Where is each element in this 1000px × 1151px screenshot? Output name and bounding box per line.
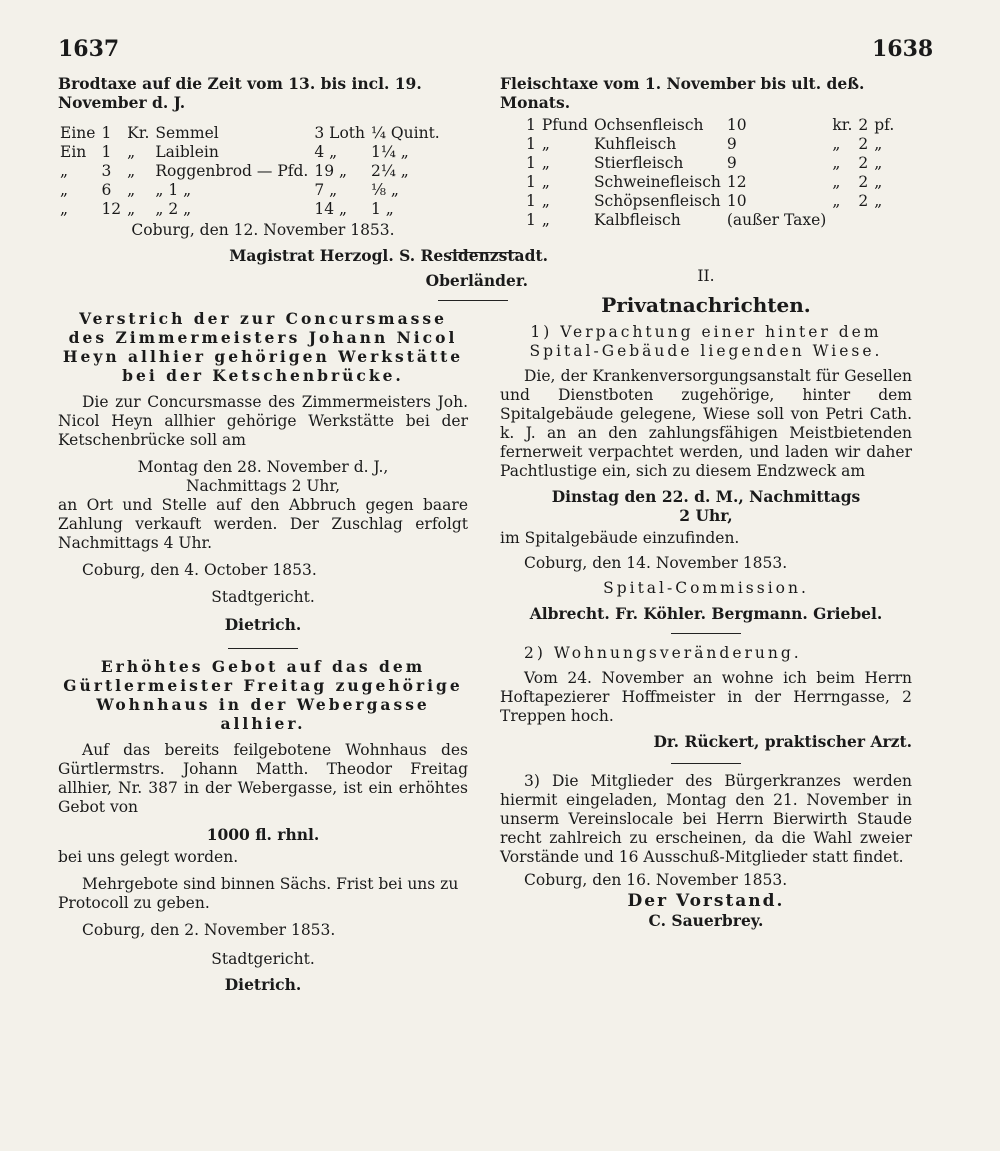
notice-verpachtung (500, 323, 912, 623)
brodtaxe-row (60, 181, 446, 200)
fleischtaxe-cell: Ochsenfleisch (593, 116, 704, 134)
section-title: Privatnachrichten. (601, 293, 811, 317)
brodtaxe-cell: Laiblein (155, 143, 219, 161)
brodtaxe-cell: Kr. (127, 124, 150, 142)
verpachtung-commission: Spital-Commission. (603, 579, 809, 597)
fleischtaxe-cell: Kuhfleisch (593, 135, 677, 153)
gebot-notice (58, 657, 468, 994)
notice-buergerkranz (500, 772, 912, 930)
fleischtaxe-cell: Schöpsenfleisch (593, 192, 721, 210)
divider (438, 300, 508, 301)
brodtaxe-cell: „ (60, 181, 69, 199)
fleischtaxe-cell: 1 (526, 173, 536, 191)
gebot-body-3: Mehrgebote sind binnen Sächs. Frist bei uns zu Protocoll zu geben. (58, 875, 459, 912)
verpachtung-heading: 1) Verpachtung einer hinter dem Spital-Gebäude liegenden Wiese. (529, 323, 883, 360)
divider (228, 648, 298, 649)
fleischtaxe-cell: „ (541, 154, 550, 172)
brodtaxe-cell: 12 (101, 200, 122, 218)
buergerkranz-board: Der Vorstand. (627, 891, 785, 911)
brodtaxe-cell: 1 „ (370, 200, 394, 218)
brodtaxe-cell: 6 (101, 181, 112, 199)
verstrich-date-line: Montag den 28. November d. J., (137, 458, 389, 476)
brodtaxe-cell: 19 „ (314, 162, 348, 180)
left-column (58, 74, 548, 994)
brodtaxe-cell: „ (60, 200, 69, 218)
buergerkranz-date: Coburg, den 16. November 1853. (524, 871, 788, 889)
brodtaxe-cell: „ (127, 181, 136, 199)
brodtaxe-row (60, 124, 446, 143)
verstrich-date: Coburg, den 4. October 1853. (82, 561, 317, 579)
fleischtaxe-cell (874, 211, 900, 230)
fleischtaxe-cell: 2 (858, 116, 869, 134)
fleischtaxe-cell: 1 (526, 116, 536, 134)
page-number-left: 1637 (58, 36, 120, 62)
gebot-court: Stadtgericht. (211, 950, 315, 968)
fleischtaxe-cell (858, 211, 874, 230)
fleischtaxe-row (526, 173, 900, 192)
brodtaxe-cell: 1 (101, 124, 112, 142)
fleischtaxe-cell: Schweinefleisch (593, 173, 721, 191)
fleischtaxe-cell: 2 (858, 154, 869, 172)
fleischtaxe-cell: „ (541, 173, 550, 191)
verstrich-time-line: Nachmittags 2 Uhr, (185, 477, 341, 495)
verstrich-body-2: an Ort und Stelle auf den Abbruch gegen baare Zahlung verkauft werden. Der Zuschlag erfolgt Nachmittags 4 Uhr. (58, 496, 468, 552)
brodtaxe-cell: „ 2 „ (155, 200, 192, 218)
verpachtung-signatures: Albrecht. Fr. Köhler. Bergmann. Griebel. (529, 604, 883, 623)
fleischtaxe-row (526, 116, 900, 135)
fleischtaxe-cell: „ (832, 173, 841, 191)
brodtaxe-row (60, 143, 446, 162)
brodtaxe-row (60, 162, 446, 181)
fleischtaxe-cell: 1 (526, 211, 536, 229)
fleischtaxe-row (526, 135, 900, 154)
divider (671, 633, 741, 634)
brodtaxe-cell: Roggenbrod — Pfd. (155, 162, 309, 180)
brodtaxe-cell: 3 Loth (314, 124, 365, 142)
brodtaxe-cell: 1 (101, 143, 112, 161)
fleischtaxe-notice (500, 74, 912, 230)
verpachtung-body: Die, der Krankenversorgungsanstalt für Gesellen und Dienstboten zugehörige, hinter dem Spitalgebäude gelegene, Wiese soll von Petri Cath. k. J. an an den zahlungsfähigen Meistbietenden fernerweit verpachtet werden, und laden wir daher Pachtlustige ein, sich zu diesem Endzweck am (500, 367, 912, 480)
fleischtaxe-cell: (außer Taxe) (726, 211, 827, 229)
brodtaxe-cell: „ (60, 162, 69, 180)
brodtaxe-cell: ¼ Quint. (370, 124, 440, 142)
brodtaxe-cell: 3 (101, 162, 112, 180)
brodtaxe-authority: Magistrat Herzogl. S. Residenzstadt. (229, 246, 548, 265)
fleischtaxe-cell: „ (874, 135, 883, 153)
verstrich-court: Stadtgericht. (211, 588, 315, 606)
brodtaxe-cell: „ (127, 162, 136, 180)
fleischtaxe-cell: 9 (726, 135, 737, 153)
brodtaxe-cell: Eine (60, 124, 96, 142)
verstrich-body: Die zur Concursmasse des Zimmermeisters Joh. Nicol Heyn allhier gehörige Werkstätte bei der Ketschenbrücke soll am (58, 393, 468, 449)
fleischtaxe-cell: Pfund (541, 116, 588, 134)
brodtaxe-row (60, 200, 446, 219)
fleischtaxe-cell: „ (541, 192, 550, 210)
fleischtaxe-cell (832, 211, 858, 230)
page-number-right: 1638 (872, 36, 934, 62)
fleischtaxe-table (526, 116, 900, 230)
fleischtaxe-cell: Kalbfleisch (593, 211, 681, 229)
fleischtaxe-cell: 10 (726, 116, 747, 134)
fleischtaxe-cell: „ (832, 192, 841, 210)
divider (671, 763, 741, 764)
verpachtung-date: Coburg, den 14. November 1853. (524, 554, 788, 572)
fleischtaxe-row (526, 211, 900, 230)
verstrich-signature: Dietrich. (224, 615, 302, 634)
brodtaxe-cell: 1¼ „ (370, 143, 409, 161)
gebot-heading: Erhöhtes Gebot auf das dem Gürtlermeister Freitag zugehörige Wohnhaus in der Webergasse allhier. (63, 657, 463, 733)
brodtaxe-date: Coburg, den 12. November 1853. (131, 221, 395, 239)
verstrich-notice (58, 309, 468, 634)
fleischtaxe-cell: Stierfleisch (593, 154, 684, 172)
fleischtaxe-row (526, 192, 900, 211)
brodtaxe-cell: 4 „ (314, 143, 338, 161)
fleischtaxe-cell: 1 (526, 154, 536, 172)
fleischtaxe-cell: „ (541, 211, 550, 229)
fleischtaxe-cell: „ (832, 135, 841, 153)
brodtaxe-cell: 2¼ „ (370, 162, 409, 180)
brodtaxe-cell: 14 „ (314, 200, 348, 218)
gebot-signature: Dietrich. (224, 975, 302, 994)
brodtaxe-cell: „ 1 „ (155, 181, 192, 199)
fleischtaxe-cell: 2 (858, 192, 869, 210)
divider (450, 252, 520, 253)
buergerkranz-signature: C. Sauerbrey. (648, 911, 764, 930)
right-column (500, 74, 912, 930)
brodtaxe-cell: Semmel (155, 124, 219, 142)
fleischtaxe-cell: kr. (832, 116, 853, 134)
brodtaxe-cell: „ (127, 143, 136, 161)
buergerkranz-body: 3) Die Mitglieder des Bürgerkranzes werden hiermit eingeladen, Montag den 21. November in unserm Vereinslocale bei Herrn Bierwirth Staude recht zahlreich zu erscheinen, da die Wahl zweier Vorstände und 16 Ausschuß-Mitglieder statt findet. (500, 772, 912, 866)
verstrich-heading: Verstrich der zur Concursmasse des Zimmermeisters Johann Nicol Heyn allhier gehörigen Werkstätte bei der Ketschenbrücke. (62, 309, 464, 385)
brodtaxe-notice (58, 74, 548, 290)
brodtaxe-cell: ⅛ „ (370, 181, 399, 199)
brodtaxe-title: Brodtaxe auf die Zeit vom 13. bis incl. 19. November d. J. (58, 74, 422, 112)
wohnung-body: Vom 24. November an wohne ich beim Herrn Hoftapezierer Hoffmeister in der Herrngasse, 2 Treppen hoch. (500, 669, 912, 725)
fleischtaxe-cell: 1 (526, 135, 536, 153)
fleischtaxe-cell: 2 (858, 135, 869, 153)
fleischtaxe-cell: 1 (526, 192, 536, 210)
fleischtaxe-cell: „ (832, 154, 841, 172)
notice-wohnung (500, 644, 912, 751)
gebot-body: Auf das bereits feilgebotene Wohnhaus des Gürtlermstrs. Johann Matth. Theodor Freitag allhier, Nr. 387 in der Webergasse, ist ein erhöhtes Gebot von (58, 741, 468, 816)
section-number: II. (697, 267, 715, 285)
fleischtaxe-title: Fleischtaxe vom 1. November bis ult. deß. Monats. (500, 74, 865, 112)
brodtaxe-cell: „ (127, 200, 136, 218)
brodtaxe-cell: 7 „ (314, 181, 338, 199)
gebot-amount: 1000 fl. rhnl. (206, 825, 320, 844)
wohnung-signature: Dr. Rückert, praktischer Arzt. (653, 732, 912, 751)
fleischtaxe-cell: 12 (726, 173, 747, 191)
fleischtaxe-cell: „ (874, 154, 883, 172)
fleischtaxe-row (526, 154, 900, 173)
fleischtaxe-cell: 2 (858, 173, 869, 191)
brodtaxe-signature: Oberländer. (425, 271, 528, 290)
fleischtaxe-cell: „ (874, 192, 883, 210)
brodtaxe-table (60, 124, 446, 219)
gebot-date: Coburg, den 2. November 1853. (82, 921, 336, 939)
verpachtung-place: im Spitalgebäude einzufinden. (500, 529, 740, 547)
fleischtaxe-cell: 10 (726, 192, 747, 210)
fleischtaxe-cell: pf. (874, 116, 895, 134)
gebot-body-2: bei uns gelegt worden. (58, 848, 239, 866)
verpachtung-time-line: 2 Uhr, (679, 506, 733, 525)
fleischtaxe-cell: „ (541, 135, 550, 153)
verpachtung-date-line: Dinstag den 22. d. M., Nachmittags (551, 487, 861, 506)
fleischtaxe-cell: „ (874, 173, 883, 191)
brodtaxe-cell: Ein (60, 143, 87, 161)
wohnung-heading: 2) Wohnungsveränderung. (524, 644, 802, 662)
fleischtaxe-cell: 9 (726, 154, 737, 172)
